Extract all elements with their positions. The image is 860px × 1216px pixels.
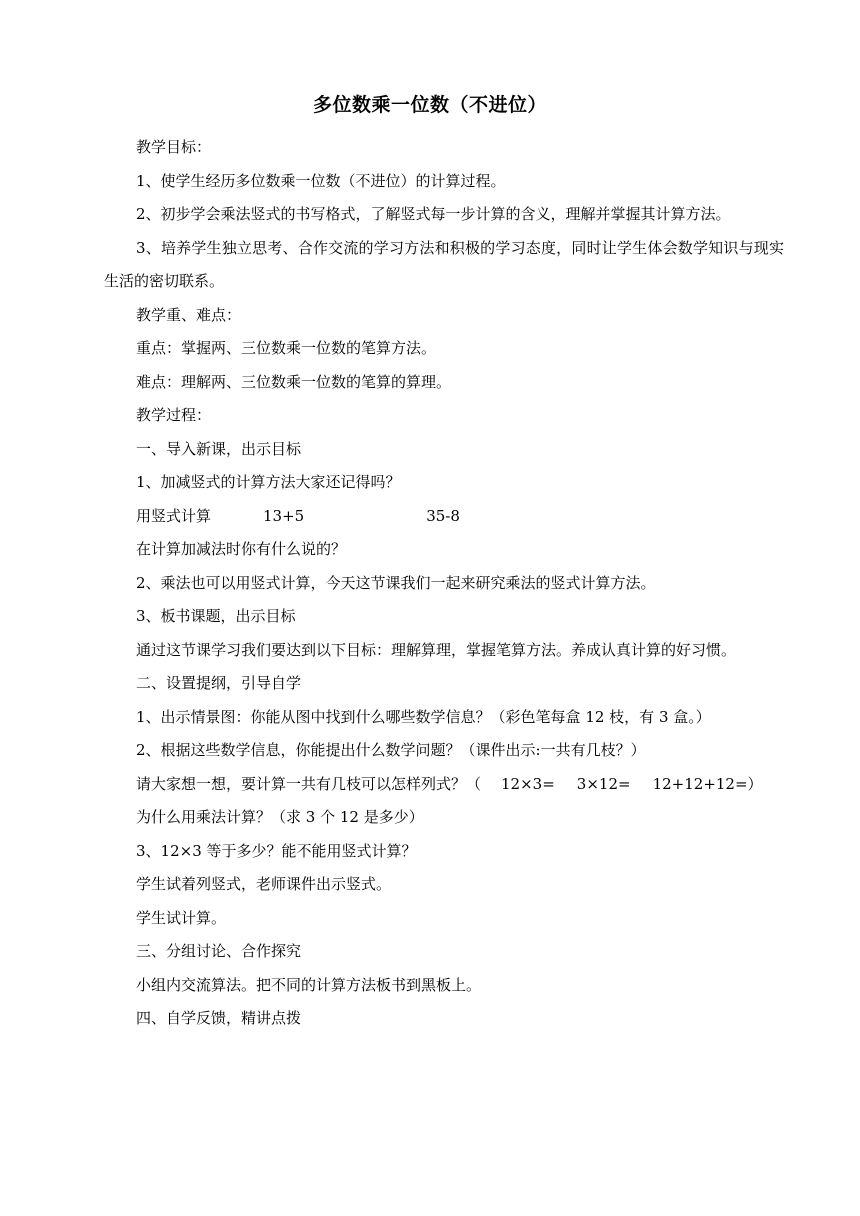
expression-add: 13+5 <box>263 506 305 525</box>
vertical-calc-line <box>104 500 784 534</box>
formula-line <box>104 768 784 802</box>
formula-1: 12×3= <box>501 774 555 793</box>
section-4-heading: 四、自学反馈，精讲点拨 <box>136 1009 302 1027</box>
vertical-calc-label: 用竖式计算 <box>136 506 212 525</box>
document-body <box>104 131 784 1036</box>
section-3-text: 小组内交流算法。把不同的计算方法板书到黑板上。 <box>136 975 482 994</box>
formula-2: 3×12= <box>576 774 631 793</box>
section-1-item-2: 2、乘法也可以用竖式计算，今天这节课我们一起来研究乘法的竖式计算方法。 <box>136 573 656 592</box>
process-heading: 教学过程： <box>136 406 212 424</box>
formula-3: 12+12+12=） <box>652 774 763 793</box>
section-2-item-1: 1、出示情景图：你能从图中找到什么哪些数学信息？（彩色笔每盒 12 枝，有 3 盒。） <box>136 707 711 726</box>
section-2-try-calc: 学生试计算。 <box>136 908 227 927</box>
section-1-goal-text: 通过这节课学习我们要达到以下目标：理解算理，掌握笔算方法。养成认真计算的好习惯。 <box>136 640 737 659</box>
section-1-item-3: 3、板书课题，出示目标 <box>136 607 296 625</box>
page-title: 多位数乘一位数（不进位） <box>312 94 547 116</box>
goal-2: 2、初步学会乘法竖式的书写格式，了解竖式每一步计算的含义，理解并掌握其计算方法。 <box>136 205 731 223</box>
key-heading: 教学重、难点： <box>136 305 242 324</box>
section-1-item-1: 1、加减竖式的计算方法大家还记得吗？ <box>136 473 401 491</box>
section-2-try-vertical: 学生试着列竖式，老师课件出示竖式。 <box>136 875 392 893</box>
key-point: 重点：掌握两、三位数乘一位数的笔算方法。 <box>136 339 437 357</box>
goal-1: 1、使学生经历多位数乘一位数（不进位）的计算过程。 <box>136 171 506 190</box>
section-2-why: 为什么用乘法计算？（求 3 个 12 是多少） <box>136 808 424 826</box>
goals-heading: 教学目标： <box>136 138 212 156</box>
section-3-heading: 三、分组讨论、合作探究 <box>136 942 302 960</box>
expression-subtract: 35-8 <box>426 506 460 525</box>
section-1-heading: 一、导入新课，出示目标 <box>136 439 302 458</box>
section-2-heading: 二、设置提纲，引导自学 <box>136 674 302 692</box>
section-2-item-2: 2、根据这些数学信息，你能提出什么数学问题？（课件出示:一共有几枝？） <box>136 741 646 759</box>
difficult-point: 难点：理解两、三位数乘一位数的笔算的算理。 <box>136 372 452 391</box>
formula-lead: 请大家想一想，要计算一共有几枝可以怎样列式？（ <box>136 774 482 793</box>
goal-3: 3、培养学生独立思考、合作交流的学习方法和积极的学习态度，同时让学生体会数学知识与现实生活的密切联系。 <box>104 238 784 290</box>
section-2-item-3: 3、12×3 等于多少？能不能用竖式计算？ <box>136 841 417 860</box>
section-1-question: 在计算加减法时你有什么说的？ <box>136 540 347 558</box>
